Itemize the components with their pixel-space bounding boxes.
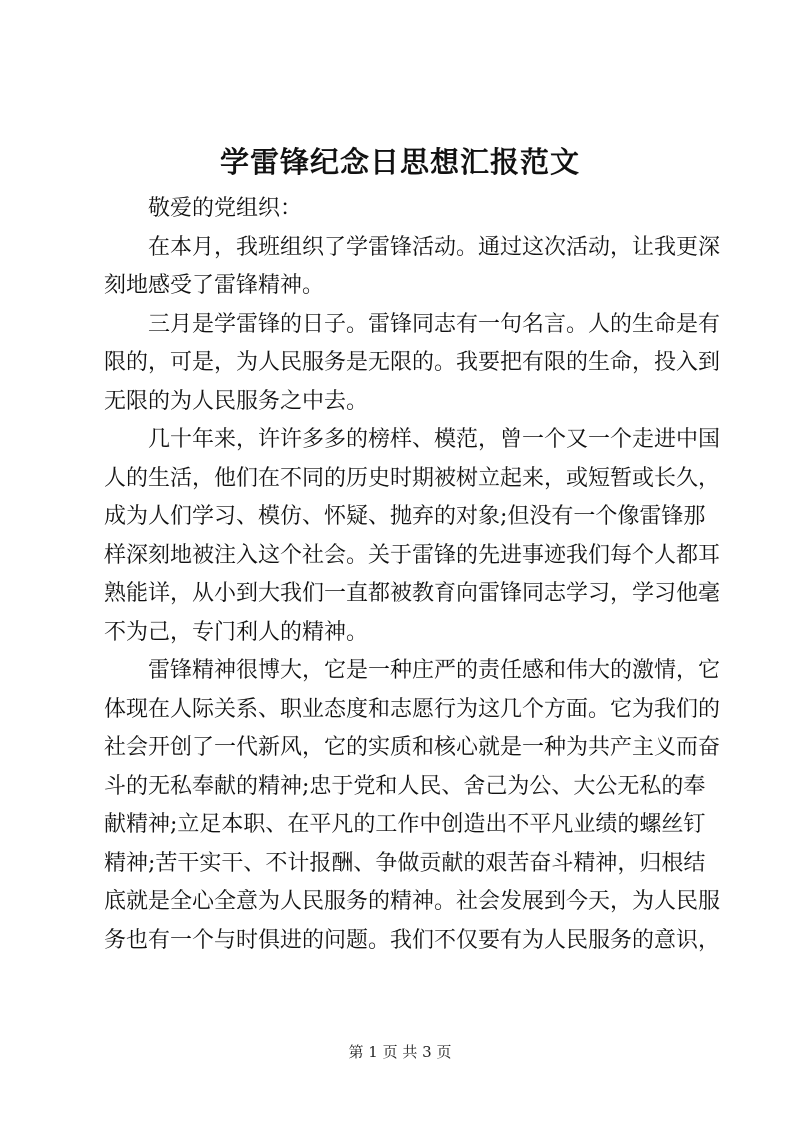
salutation: 敬爱的党组织：: [148, 196, 303, 221]
paragraph-line: 社会开创了一代新风，它的实质和核心就是一种为共产主义而奋: [104, 735, 721, 760]
paragraph-line: 人的生活，他们在不同的历史时期被树立起来，或短暂或长久，: [104, 465, 721, 491]
paragraph-line: 精神;苦干实干、不计报酬、争做贡献的艰苦奋斗精神，归根结: [104, 850, 706, 876]
paragraph-line: 雷锋精神很博大，它是一种庄严的责任感和伟大的激情，它: [148, 658, 721, 683]
paragraph-line: 献精神;立足本职、在平凡的工作中创造出不平凡业绩的螺丝钉: [104, 812, 706, 837]
paragraph-line: 不为己，专门利人的精神。: [104, 619, 369, 645]
paragraph-line: 几十年来，许许多多的榜样、模范，曾一个又一个走进中国: [148, 427, 721, 452]
paragraph-3: [104, 421, 721, 652]
paragraph-line: 刻地感受了雷锋精神。: [104, 273, 325, 298]
paragraph-line: 限的，可是，为人民服务是无限的。我要把有限的生命，投入到: [104, 350, 721, 375]
document-body: [104, 190, 721, 960]
paragraph-line: 无限的为人民服务之中去。: [104, 388, 369, 414]
paragraph-2: [104, 306, 721, 422]
paragraph-line: 在本月，我班组织了学雷锋活动。通过这次活动，让我更深: [148, 234, 721, 260]
paragraph-line: 务也有一个与时俱进的问题。我们不仅要有为人民服务的意识，: [104, 927, 721, 953]
page-number-footer: 第 1 页 共 3 页: [348, 1043, 452, 1061]
paragraph-line: 三月是学雷锋的日子。雷锋同志有一句名言。人的生命是有: [148, 311, 721, 337]
paragraph-line: 斗的无私奉献的精神;忠于党和人民、舍己为公、大公无私的奉: [104, 773, 706, 799]
paragraph-4: [104, 652, 721, 960]
paragraph-line: 体现在人际关系、职业态度和志愿行为这几个方面。它为我们的: [104, 696, 721, 722]
paragraph-line: 成为人们学习、模仿、怀疑、抛弃的对象;但没有一个像雷锋那: [104, 504, 706, 529]
document-title: 学雷锋纪念日思想汇报范文: [219, 145, 580, 179]
paragraph-1: [104, 229, 721, 306]
paragraph-line: 底就是全心全意为人民服务的精神。社会发展到今天，为人民服: [104, 889, 721, 914]
paragraph-line: 样深刻地被注入这个社会。关于雷锋的先进事迹我们每个人都耳: [104, 542, 721, 568]
paragraph-line: 熟能详，从小到大我们一直都被教育向雷锋同志学习，学习他毫: [104, 581, 721, 606]
